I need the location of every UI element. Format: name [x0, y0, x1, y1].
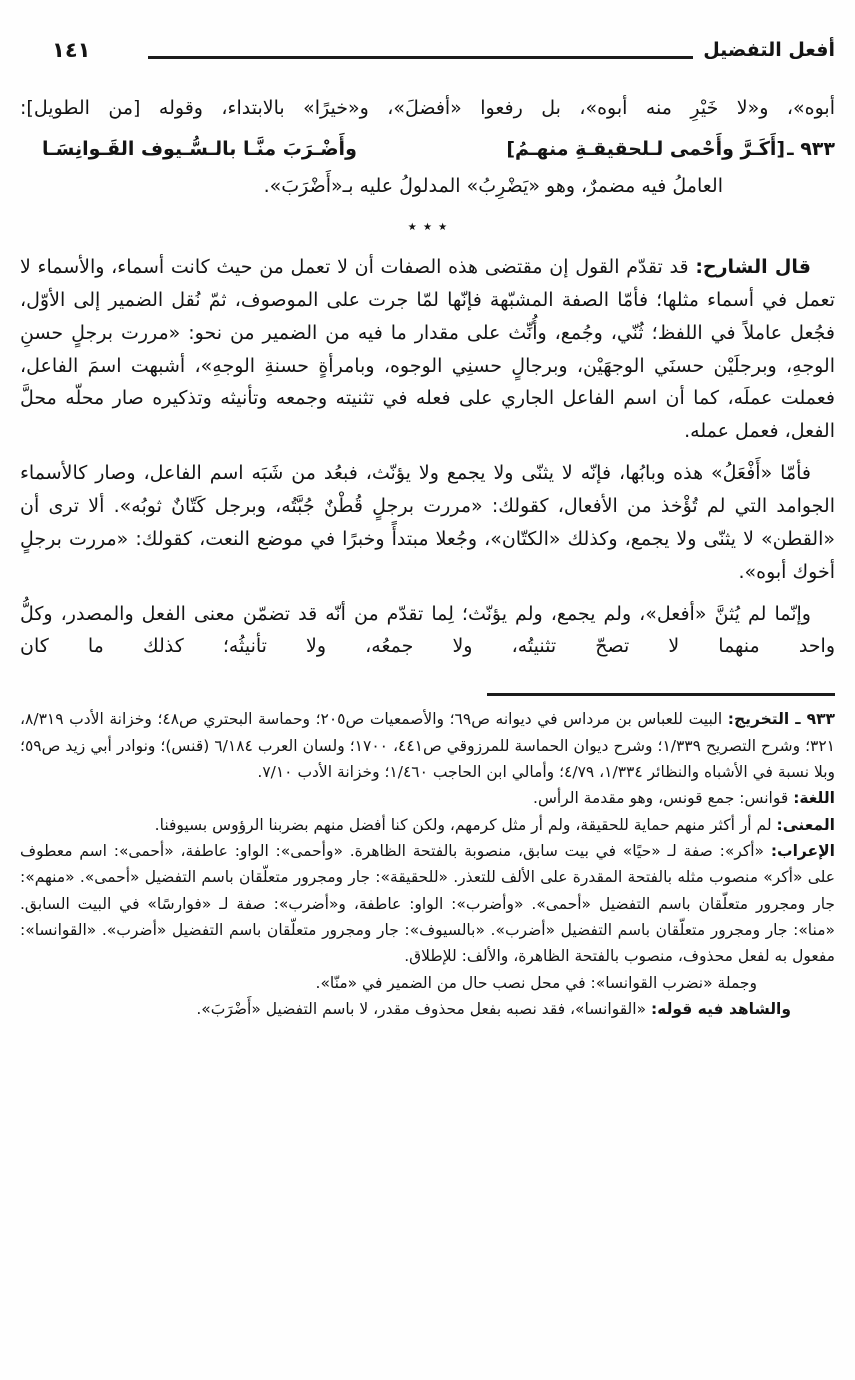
shahid-text: «القوانسا»، فقد نصبه بفعل محذوف مقدر، لا باسم التفضيل «أَضْرَبَ».: [196, 1000, 651, 1019]
footnote-jumla: وجملة «نضرب القوانسا»: في محل نصب حال من الضمير في «منّا».: [315, 973, 757, 992]
maana-text: لم أر أكثر منهم حماية للحقيقة، ولم أر مثل كرمهم، ولكن كنا أفضل منهم بضربنا الرؤوس بسيوفنا.: [154, 815, 777, 834]
footnotes-section: [20, 693, 835, 1022]
paragraph-text: قد تقدّم القول إن مقتضى هذه الصفات أن لا تعمل من حيث كانت أسماء، والأسماء لا تعمل في أسماء مثلها؛ فأمّا الصفة المشبّهة فإنّها لمّا جرت على الموصوف، ثمّ نُقل الضمير إلى الأوّل، فجُعل عاملاً في اللفظ؛ ثُنّي، وجُمع، وأُنِّث على مقدار ما فيه من الضمير من نحو: «مررت برجلٍ حسنِ الوجهِ، وبرجلَيْن حسنَي الوجهَيْن، وبرجالٍ حسنِي الوجوه، وبامرأةٍ حسنةِ الوجهِ»، أشبهت اسمَ الفاعل، فعملت عملَه، كما أن اسم الفاعل الجاري على فعله في تثنيته وجمعه وتأنيثه وتذكيره صار محلّه محلَّ الفعل، فعمل عمله.: [20, 255, 835, 443]
page-number: ١٤١: [52, 38, 91, 62]
page-header: [20, 38, 835, 62]
main-text: [20, 92, 835, 663]
paragraph-text: فأمّا «أَفْعَلُ» هذه وبابُها، فإنّه لا يثنّى ولا يجمع ولا يؤنّث، فبعُد من شَبَه اسم الفاعل، وصار كالأسماء الجوامد التي لم تُؤْخذ من الأفعال، كقولك: «مررت برجلٍ قُطْنٌ جُبَّتُه، وبرجل كَتّانٌ ثوبُه». ألا ترى أن «القطن» لا يثنّى ولا يجمع، وكذلك «الكتّان»، وجُعلا مبتدأً وخبرًا في موضع النعت، كقولك: «مررت برجلٍ أخوك أبوه».: [20, 462, 835, 583]
verse-line: [20, 133, 835, 166]
intro-line: أبوه»، و«لا خَيْرِ منه أبوه»، بل رفعوا «أفضلَ»، و«خيرًا» بالابتداء، وقوله [من الطويل]:: [20, 97, 835, 119]
verse-note: العاملُ فيه مضمرٌ، وهو «يَضْرِبُ» المدلولُ عليه بـ«أَضْرَبَ».: [263, 174, 723, 197]
footnote-iirab: [20, 838, 835, 970]
verse-number: ٩٣٣ ـ: [787, 137, 835, 160]
footnote-takhrij: [20, 706, 835, 785]
verse-first-hemistich: [506, 133, 835, 166]
takhrij-label: ٩٣٣ ـ التخريج:: [727, 710, 835, 729]
header-rule: [148, 56, 693, 59]
verse-hemistich-right: [أَكَـرَّ وأَحْمى لـلحقيقـةِ منهـمُ]: [506, 137, 786, 160]
footnote-shahid: [20, 996, 791, 1022]
chapter-title: أفعل التفضيل: [703, 39, 835, 62]
iirab-text: «أكر»: صفة لـ «حيًا» في بيت سابق، منصوبة بالفتحة الظاهرة. «وأحمى»: الواو: عاطفة، «أحمى»: اسم معطوف على «أكر» منصوب مثله بالفتحة المقدرة على الألف للتعذر. «للحقيقة»: جار ومجرور متعلّقان باسم التفضيل «أحمى». «منهم»: جار ومجرور متعلّقان باسم التفضيل «أحمى». «وأضرب»: الواو: عاطفة، و«أضرب»: صفة لـ «فوارسًا» في البيت السابق. «منا»: جار ومجرور متعلّقان باسم التفضيل «أضرب». «بالسيوف»: جار ومجرور متعلّقان باسم التفضيل «أضرب». «القوانسا»: مفعول به لفعل محذوف، منصوب بالفتحة الظاهرة، والألف: للإطلاق.: [20, 842, 835, 966]
takhrij-text: البيت للعباس بن مرداس في ديوانه ص٦٩؛ والأصمعيات ص٢٠٥؛ وحماسة البحتري ص٤٨؛ وخزانة الأدب ٨/٣١٩، ٣٢١؛ وشرح التصريح ١/٣٣٩؛ وشرح ديوان الحماسة للمرزوقي ص٤٤١، ١٧٠٠؛ ولسان العرب ٦/١٨٤ (قنس)؛ ونوادر أبي زيد ص٥٩؛ وبلا نسبة في الأشباه والنظائر ١/٣٣٤، ٤/٧٩؛ وأمالي ابن الحاجب ١/٤٦٠؛ وخزانة الأدب ٧/١٠.: [20, 710, 836, 781]
verse-second-hemistich: وأَضْـرَبَ منَّـا بالـسُّـيوف القَـوانِسَـا: [42, 137, 357, 160]
paragraph-lead: قال الشارح:: [695, 255, 811, 278]
footnote-lugha: [20, 785, 835, 811]
lugha-label: اللغة:: [793, 789, 835, 808]
lugha-text: قوانس: جمع قونس، وهو مقدمة الرأس.: [533, 789, 794, 808]
maana-label: المعنى:: [776, 815, 835, 834]
paragraph-sharih: [20, 251, 835, 448]
footnote-maana: [20, 812, 835, 838]
paragraph-innama: [20, 598, 835, 664]
paragraph-text: وإنّما لم يُثنَّ «أفعل»، ولم يجمع، ولم يؤنّث؛ لِما تقدّم من أنّه قد تضمّن معنى الفعل والمصدر، وكلُّ واحد منهما لا تصحّ تثنيتُه، ولا جمعُه، ولا تأنيثُه؛ كذلك ما كان: [20, 602, 835, 658]
paragraph-afal: [20, 457, 835, 588]
shahid-label: والشاهد فيه قوله:: [650, 1000, 791, 1019]
stars-separator: ٭ ٭ ٭: [407, 216, 448, 237]
iirab-label: الإعراب:: [770, 842, 835, 861]
footnote-separator-rule: [487, 693, 835, 696]
